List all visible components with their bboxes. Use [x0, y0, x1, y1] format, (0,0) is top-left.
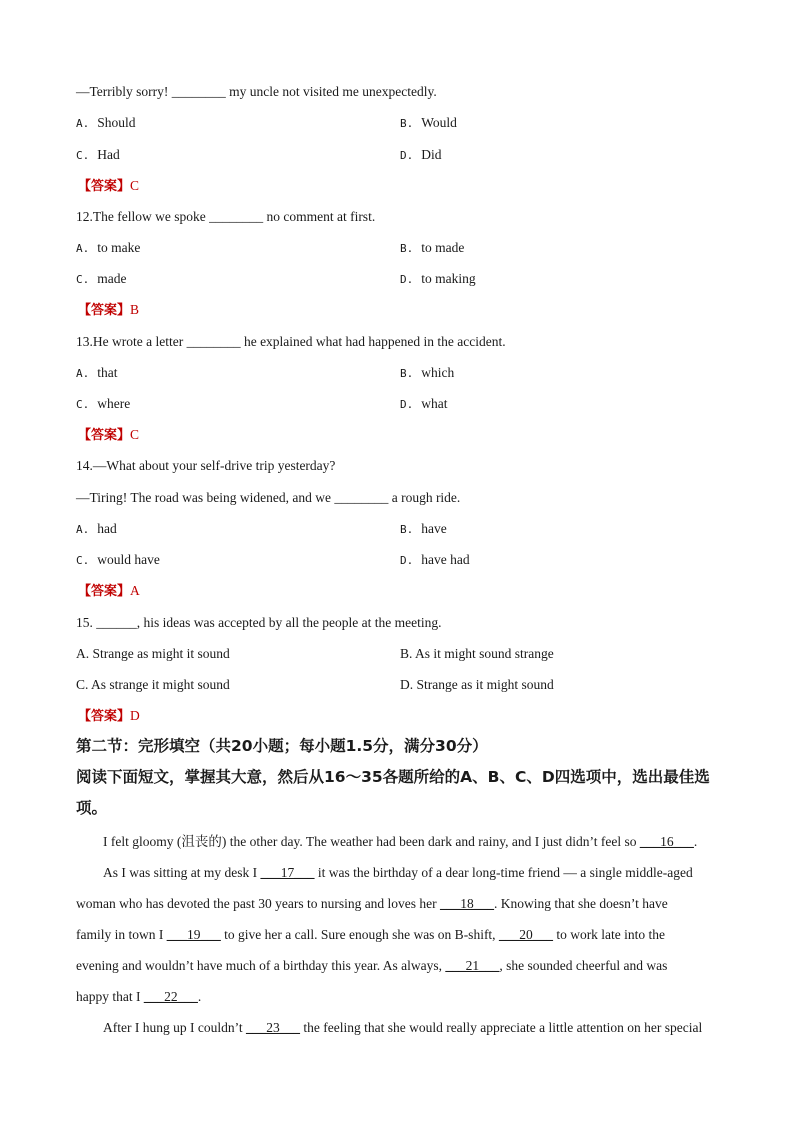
option-text: Did: [421, 147, 442, 162]
passage-text: the feeling that she would really appreciate a little attention on her special: [299, 1020, 703, 1035]
q14-stem-line1: 14.—What about your self-drive trip yesterday?: [76, 458, 336, 473]
blank-16: ___16___: [639, 834, 694, 849]
q11-option-d: [400, 146, 442, 165]
passage-line: [76, 957, 667, 975]
q11-option-c: [76, 146, 120, 165]
q13-option-b: [400, 364, 454, 383]
passage-text: evening and wouldn’t have much of a birthday this year. As always,: [76, 958, 446, 973]
blank-20: ___20___: [498, 927, 553, 942]
passage-line: [76, 895, 668, 913]
passage-text: .: [197, 989, 202, 1004]
answer-tag: 【答案】: [78, 584, 131, 599]
answer-value: C: [130, 427, 140, 442]
answer-value: C: [130, 178, 140, 193]
passage-text: it was the birthday of a dear long-time friend — a single middle-aged: [314, 865, 693, 880]
q14-option-b: [400, 520, 447, 539]
option-text: would have: [97, 552, 160, 567]
q13-option-c: [76, 395, 130, 414]
passage-text: happy that I: [76, 989, 144, 1004]
passage-line: [103, 864, 693, 882]
option-text: to make: [97, 240, 141, 255]
answer-tag: 【答案】: [78, 179, 131, 194]
section-instruction-line1: 阅读下面短文，掌握其大意，然后从16～35各题所给的A、B、C、D四选项中，选出最佳选: [76, 768, 710, 786]
option-text: to made: [421, 240, 465, 255]
q11-answer: [78, 177, 139, 196]
section-instruction-line2: 项。: [76, 799, 108, 817]
q13-option-d: [400, 395, 448, 414]
passage-line: [103, 833, 697, 851]
q11-option-b: [400, 114, 457, 133]
q12-answer: [78, 301, 139, 320]
passage-text: , she sounded cheerful and was: [499, 958, 668, 973]
answer-tag: 【答案】: [78, 709, 131, 724]
passage-text: woman who has devoted the past 30 years to nursing and loves her: [76, 896, 441, 911]
q12-option-b: [400, 239, 464, 258]
q13-stem: 13.He wrote a letter ________ he explained what had happened in the accident.: [76, 334, 506, 349]
option-label: D.: [400, 149, 414, 162]
answer-tag: 【答案】: [78, 303, 131, 318]
option-text: have: [421, 521, 447, 536]
blank-22: ___22___: [143, 989, 198, 1004]
q14-option-a: [76, 520, 117, 539]
option-text: what: [421, 396, 448, 411]
option-label: B.: [400, 367, 414, 380]
option-label: C.: [76, 273, 90, 286]
q11-option-a: [76, 114, 136, 133]
q13-answer: [78, 426, 139, 445]
option-text: where: [97, 396, 131, 411]
passage-text: I felt gloomy (沮丧的) the other day. The weather had been dark and rainy, and I just didn’t feel so: [103, 834, 640, 849]
q14-stem-line2: —Tiring! The road was being widened, and we ________ a rough ride.: [76, 490, 461, 505]
option-label: A.: [76, 117, 90, 130]
q15-option-a: A. Strange as might it sound: [76, 646, 230, 661]
option-label: C.: [76, 398, 90, 411]
q12-option-d: [400, 270, 476, 289]
q15-stem: 15. ______, his ideas was accepted by all the people at the meeting.: [76, 615, 442, 630]
option-label: B.: [400, 523, 414, 536]
option-text: which: [421, 365, 455, 380]
q15-option-b: B. As it might sound strange: [400, 646, 554, 661]
option-label: C.: [76, 554, 90, 567]
blank-17: ___17___: [260, 865, 315, 880]
q15-option-c: C. As strange it might sound: [76, 677, 230, 692]
blank-23: ___23___: [245, 1020, 300, 1035]
q11-stem: —Terribly sorry! ________ my uncle not visited me unexpectedly.: [76, 84, 437, 99]
option-label: C.: [76, 149, 90, 162]
passage-text: to give her a call. Sure enough she was on B-shift,: [220, 927, 499, 942]
option-text: made: [97, 271, 127, 286]
q14-option-c: [76, 551, 160, 570]
option-label: A.: [76, 523, 90, 536]
option-text: to making: [421, 271, 476, 286]
passage-text: family in town I: [76, 927, 167, 942]
section-title: 第二节：完形填空（共20小题；每小题1.5分，满分30分）: [76, 737, 488, 755]
option-text: have had: [421, 552, 470, 567]
passage-text: to work late into the: [552, 927, 666, 942]
answer-value: A: [130, 583, 140, 598]
option-text: that: [97, 365, 118, 380]
answer-value: B: [130, 302, 140, 317]
passage-line: [76, 988, 201, 1006]
option-label: A.: [76, 367, 90, 380]
option-text: Had: [97, 147, 120, 162]
passage-text: . Knowing that she doesn’t have: [494, 896, 668, 911]
q12-stem: 12.The fellow we spoke ________ no comment at first.: [76, 209, 376, 224]
passage-text: After I hung up I couldn’t: [103, 1020, 246, 1035]
passage-text: .: [693, 834, 698, 849]
q14-answer: [78, 582, 140, 601]
q15-option-d: D. Strange as it might sound: [400, 677, 554, 692]
answer-value: D: [130, 708, 140, 723]
option-label: D.: [400, 398, 414, 411]
q15-answer: [78, 707, 140, 726]
option-label: B.: [400, 117, 414, 130]
blank-19: ___19___: [166, 927, 221, 942]
blank-21: ___21___: [445, 958, 500, 973]
q14-option-d: [400, 551, 470, 570]
passage-line: [76, 926, 665, 944]
option-text: Would: [421, 115, 457, 130]
q12-option-c: [76, 270, 127, 289]
passage-text: As I was sitting at my desk I: [103, 865, 261, 880]
blank-18: ___18___: [440, 896, 495, 911]
option-text: had: [97, 521, 117, 536]
option-text: Should: [97, 115, 136, 130]
option-label: B.: [400, 242, 414, 255]
passage-line: [103, 1019, 702, 1037]
answer-tag: 【答案】: [78, 428, 131, 443]
q13-option-a: [76, 364, 118, 383]
option-label: D.: [400, 554, 414, 567]
q12-option-a: [76, 239, 140, 258]
option-label: A.: [76, 242, 90, 255]
option-label: D.: [400, 273, 414, 286]
